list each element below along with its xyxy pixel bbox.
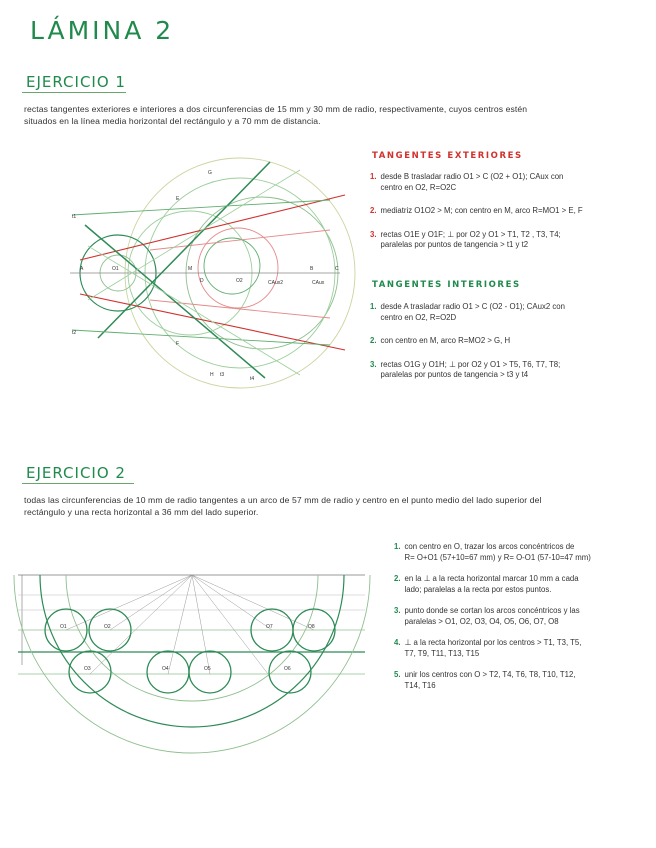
page-title: LÁMINA 2 [30, 16, 175, 45]
ex2-step-4-line1: ⊥ a la recta horizontal por los centros > T1, T3, T5, [404, 638, 582, 647]
ex1-label-g: G [208, 170, 212, 176]
ex2-step-5-line2: T14, T16 [404, 680, 436, 690]
int-step-3-line1: rectas O1G y O1H; ⊥ por O2 y O1 > T5, T6, T7, T8; [380, 359, 561, 369]
ex2-label-o7: O7 [266, 624, 273, 630]
ex1-intro-line-1: rectas tangentes exteriores e interiores a dos circunferencias de 15 mm y 30 mm de radio, respectivamente, cuyos centros estén [24, 104, 528, 114]
ex2-step-2-num: 2. [394, 574, 401, 583]
ex2-steps [394, 542, 644, 691]
ex1-label-t3: t3 [220, 372, 225, 378]
ex1-label-m: M [188, 266, 193, 272]
ex1-title: EJERCICIO 1 [26, 73, 126, 91]
ex2-step-5-line1: unir los centros con O > T2, T4, T6, T8, T10, T12, [404, 670, 576, 679]
ex1-label-caux: CAux [312, 280, 325, 286]
ex2-step-1 [394, 542, 644, 563]
int-step-2-line1: con centro en M, arco R=MO2 > G, H [380, 336, 511, 345]
ex1-label-caux2: CAux2 [268, 280, 284, 286]
ex2-step-5-num: 5. [394, 670, 401, 679]
ex1-label-e: E [176, 196, 180, 202]
ex1-label-o1: O1 [112, 266, 119, 272]
ex2-step-4-line2: T7, T9, T11, T13, T15 [404, 648, 480, 658]
ex2-label-o8: O8 [308, 624, 315, 630]
ex2-step-3-line1: punto donde se cortan los arcos concéntricos y las [404, 606, 580, 615]
ex2-step-2 [394, 574, 644, 595]
ex2-label-o1: O1 [60, 624, 67, 630]
ex2-step-3-num: 3. [394, 606, 401, 615]
ex2-ray-4 [168, 575, 192, 674]
ext-step-3-line1: rectas O1E y O1F; ⊥ por O2 y O1 > T1, T2 , T3, T4; [380, 229, 561, 239]
ext-step-3-num: 3. [370, 229, 377, 239]
ex2-label-o4: O4 [162, 666, 169, 672]
ex2-label-o2: O2 [104, 624, 111, 630]
ex1-label-t4: t4 [250, 376, 255, 382]
ex2-circle-o4 [147, 651, 189, 693]
ex2-step-1-num: 1. [394, 542, 401, 551]
ex1-label-f: F [176, 341, 180, 347]
ex2-title: EJERCICIO 2 [26, 464, 126, 482]
ex2-intro-line-1: todas las circunferencias de 10 mm de radio tangentes a un arco de 57 mm de radio y centro en el punto medio del lado superior del [24, 495, 542, 505]
ex1-label-t1: t1 [72, 214, 77, 220]
ex1-label-h: H [210, 372, 214, 378]
int-step-3-line2: paralelas por puntos de tangencia > t3 y t4 [380, 370, 529, 379]
ext-step-3-line2: paralelas por puntos de tangencia > t1 y t2 [380, 240, 529, 249]
ex2-circle-o6 [269, 651, 311, 693]
ex1-label-d: D [200, 278, 204, 284]
ex1-label-o2: O2 [236, 278, 243, 284]
tangentes-exteriores-title: TANGENTES EXTERIORES [372, 151, 523, 161]
ex1-label-a: A [80, 266, 84, 272]
ex1-label-b: B [310, 266, 314, 272]
ex1-label-c: C [335, 266, 339, 272]
ex1-intro-line-2: situados en la línea media horizontal del rectángulo y a 70 mm de distancia. [24, 116, 321, 126]
ex2-label-o5: O5 [204, 666, 211, 672]
int-step-1-line1: desde A trasladar radio O1 > C (O2 - O1); CAux2 con [380, 302, 565, 311]
ex2-step-3 [394, 606, 644, 627]
ex2-step-1-line1: con centro en O, trazar los arcos concéntricos de [404, 542, 575, 551]
ext-step-1-line1: desde B trasladar radio O1 > C (O2 + O1); CAux con [380, 172, 564, 181]
ex2-intro-line-2: rectángulo y una recta horizontal a 36 mm del lado superior. [24, 507, 259, 517]
ex2-arc-67 [14, 575, 370, 753]
ex2-ray-7 [192, 575, 272, 630]
ex2-step-4 [394, 638, 644, 659]
ex2-ray-6 [192, 575, 268, 674]
ex2-step-3-line2: paralelas > O1, O2, O3, O4, O5, O6, O7, O8 [404, 616, 559, 626]
ex2-step-5 [394, 670, 644, 691]
ext-step-1-line2: centro en O2, R=O2C [380, 182, 457, 192]
ex1-label-t2: t2 [72, 330, 77, 336]
ex2-label-o3: O3 [84, 666, 91, 672]
int-step-3-num: 3. [370, 359, 377, 369]
int-step-1-line2: centro en O2, R=O2D [380, 312, 457, 322]
ex2-step-2-line1: en la ⊥ a la recta horizontal marcar 10 mm a cada [404, 574, 579, 583]
tangentes-interiores-title: TANGENTES INTERIORES [372, 280, 521, 290]
ex2-step-4-num: 4. [394, 638, 401, 647]
ex2-step-1-line2: R= O+O1 (57+10=67 mm) y R= O-O1 (57-10=47 mm) [404, 552, 591, 562]
ex2-circle-o5 [189, 651, 231, 693]
int-step-1-num: 1. [370, 302, 377, 311]
ex2-ray-2 [110, 575, 192, 630]
ext-step-1-num: 1. [370, 172, 377, 181]
ex2-step-2-line2: lado; paralelas a la recta por estos puntos. [404, 584, 552, 594]
int-step-2-num: 2. [370, 336, 377, 345]
ext-step-2-num: 2. [370, 206, 377, 215]
ex2-label-o6: O6 [284, 666, 291, 672]
ex2-ray-5 [192, 575, 210, 674]
ext-step-2-line1: mediatriz O1O2 > M; con centro en M, arco R=MO1 > E, F [380, 206, 583, 215]
